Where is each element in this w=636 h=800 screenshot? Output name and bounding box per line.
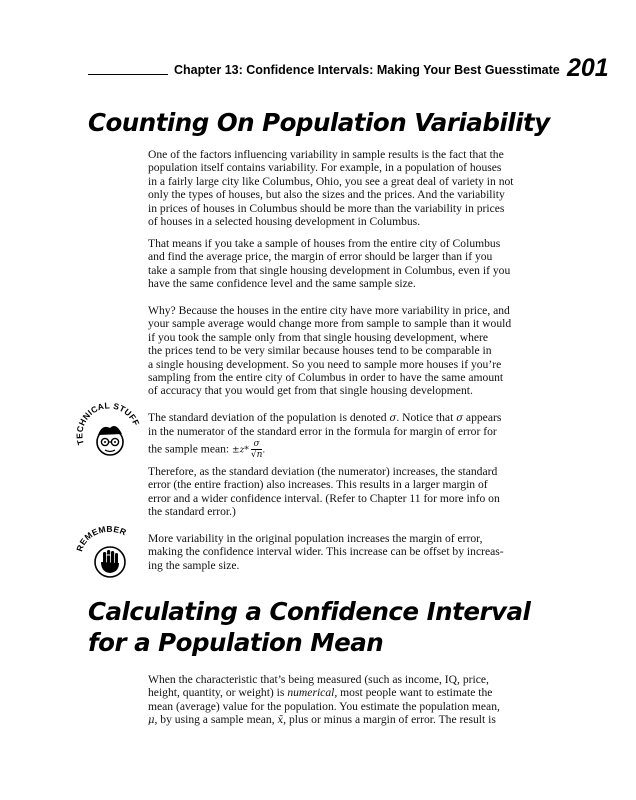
text-line: in a fairly large city like Columbus, Ohio, you see a great deal of variety in not	[148, 174, 514, 188]
section2-paragraph-1	[148, 673, 558, 728]
emphasis-numerical: numerical,	[287, 686, 338, 700]
formula-fraction	[250, 438, 266, 461]
text-fragment: The standard deviation of the population is denoted	[148, 411, 390, 424]
text-line: population itself contains variability. For example, in a population of houses	[148, 161, 502, 175]
chapter-header-title: Chapter 13: Confidence Intervals: Making Your Best Guesstimate	[174, 63, 560, 77]
text-line: only the types of houses, but also the sizes and the prices. And the variability	[148, 188, 505, 202]
technical-stuff-label: HNICAL STUFF	[76, 402, 142, 428]
text-line: sampling from the entire city of Columbus in order to have the same amount	[148, 371, 504, 385]
text-fragment: , plus or minus a margin of error. The result is	[283, 713, 496, 727]
paragraph-3	[148, 304, 558, 398]
margin-of-error-formula	[232, 439, 265, 461]
formula-prefix: ±z*	[232, 445, 249, 456]
text-line: in the numerator of the standard error in the formula for margin of error for	[148, 425, 497, 439]
formula-suffix: .	[262, 445, 266, 456]
text-line: if you took the sample only from that single housing development, where	[148, 330, 489, 344]
paragraph-1	[148, 148, 558, 228]
text-line	[148, 713, 558, 727]
text-line: your sample average would change more from sample to sample than it would	[148, 317, 512, 331]
text-line: error and a wider confidence interval. (Refer to Chapter 11 for more info on	[148, 491, 500, 505]
text-fragment: , by using a sample mean,	[154, 713, 278, 727]
sigma-symbol: σ	[389, 413, 397, 424]
text-line: That means if you take a sample of houses from the entire city of Columbus	[148, 237, 501, 250]
svg-text:REMEMBER	[74, 524, 128, 553]
header-rule	[88, 74, 168, 75]
formula-numerator: σ	[251, 439, 263, 450]
text-fragment: the sample mean:	[148, 442, 233, 456]
text-line: of accuracy that you would get from that single housing development.	[148, 384, 473, 398]
text-fragment: . Notice that	[396, 411, 457, 424]
text-line: a single housing development. So you need to sample more houses if you’re	[148, 357, 502, 371]
section-heading-confidence-interval-line1: Calculating a Confidence Interval	[88, 597, 531, 626]
remember-label: REMEMBER	[74, 523, 129, 553]
remember-paragraph	[148, 532, 558, 572]
text-line	[148, 439, 558, 461]
text-line: mean (average) value for the population. You estimate the population mean,	[148, 699, 500, 713]
text-line	[148, 686, 558, 699]
text-line: of houses in a selected housing development in Columbus.	[148, 215, 421, 229]
text-line: take a sample from that single housing development in Columbus, even if you	[148, 263, 511, 277]
text-fragment: height, quantity, or weight) is	[148, 686, 288, 700]
text-line: the prices tend to be very similar because houses tend to be comparable in	[148, 344, 492, 358]
paragraph-2	[148, 237, 558, 291]
text-line: have the same confidence level and the same sample size.	[148, 277, 416, 291]
text-fragment: most people want to estimate the	[337, 686, 493, 700]
text-line	[148, 411, 558, 425]
text-line: making the confidence interval wider. This increase can be offset by increas-	[148, 545, 504, 559]
text-line: the standard error.)	[148, 505, 236, 519]
text-fragment: appears	[463, 411, 502, 424]
text-line: Why? Because the houses in the entire city have more variability in price, and	[148, 304, 510, 317]
technical-paragraph	[148, 411, 558, 461]
text-line: When the characteristic that’s being measured (such as income, IQ, price,	[148, 673, 489, 686]
remember-icon	[74, 522, 142, 582]
xbar-symbol: x̄	[277, 715, 284, 727]
text-line: in prices of houses in Columbus should be more than the variability in prices	[148, 201, 505, 215]
section-heading-confidence-interval-line2: for a Population Mean	[88, 628, 384, 657]
text-line: error (the entire fraction) also increases. This results in a larger margin of	[148, 478, 488, 492]
text-line: More variability in the original population increases the margin of error,	[148, 532, 483, 545]
text-line: Therefore, as the standard deviation (the numerator) increases, the standard	[148, 465, 498, 478]
technical-stuff-icon	[76, 402, 142, 464]
sigma-symbol: σ	[456, 413, 464, 424]
section-heading-population-variability: Counting On Population Variability	[88, 108, 550, 137]
text-line: One of the factors influencing variability in sample results is the fact that the	[148, 148, 504, 161]
formula-denominator: √n	[250, 449, 263, 460]
page-number: 201	[567, 54, 609, 82]
text-line: ing the sample size.	[148, 558, 240, 572]
mu-symbol: μ	[148, 715, 155, 727]
text-line: and find the average price, the margin of error should be larger than if you	[148, 250, 493, 264]
paragraph-5	[148, 465, 558, 519]
